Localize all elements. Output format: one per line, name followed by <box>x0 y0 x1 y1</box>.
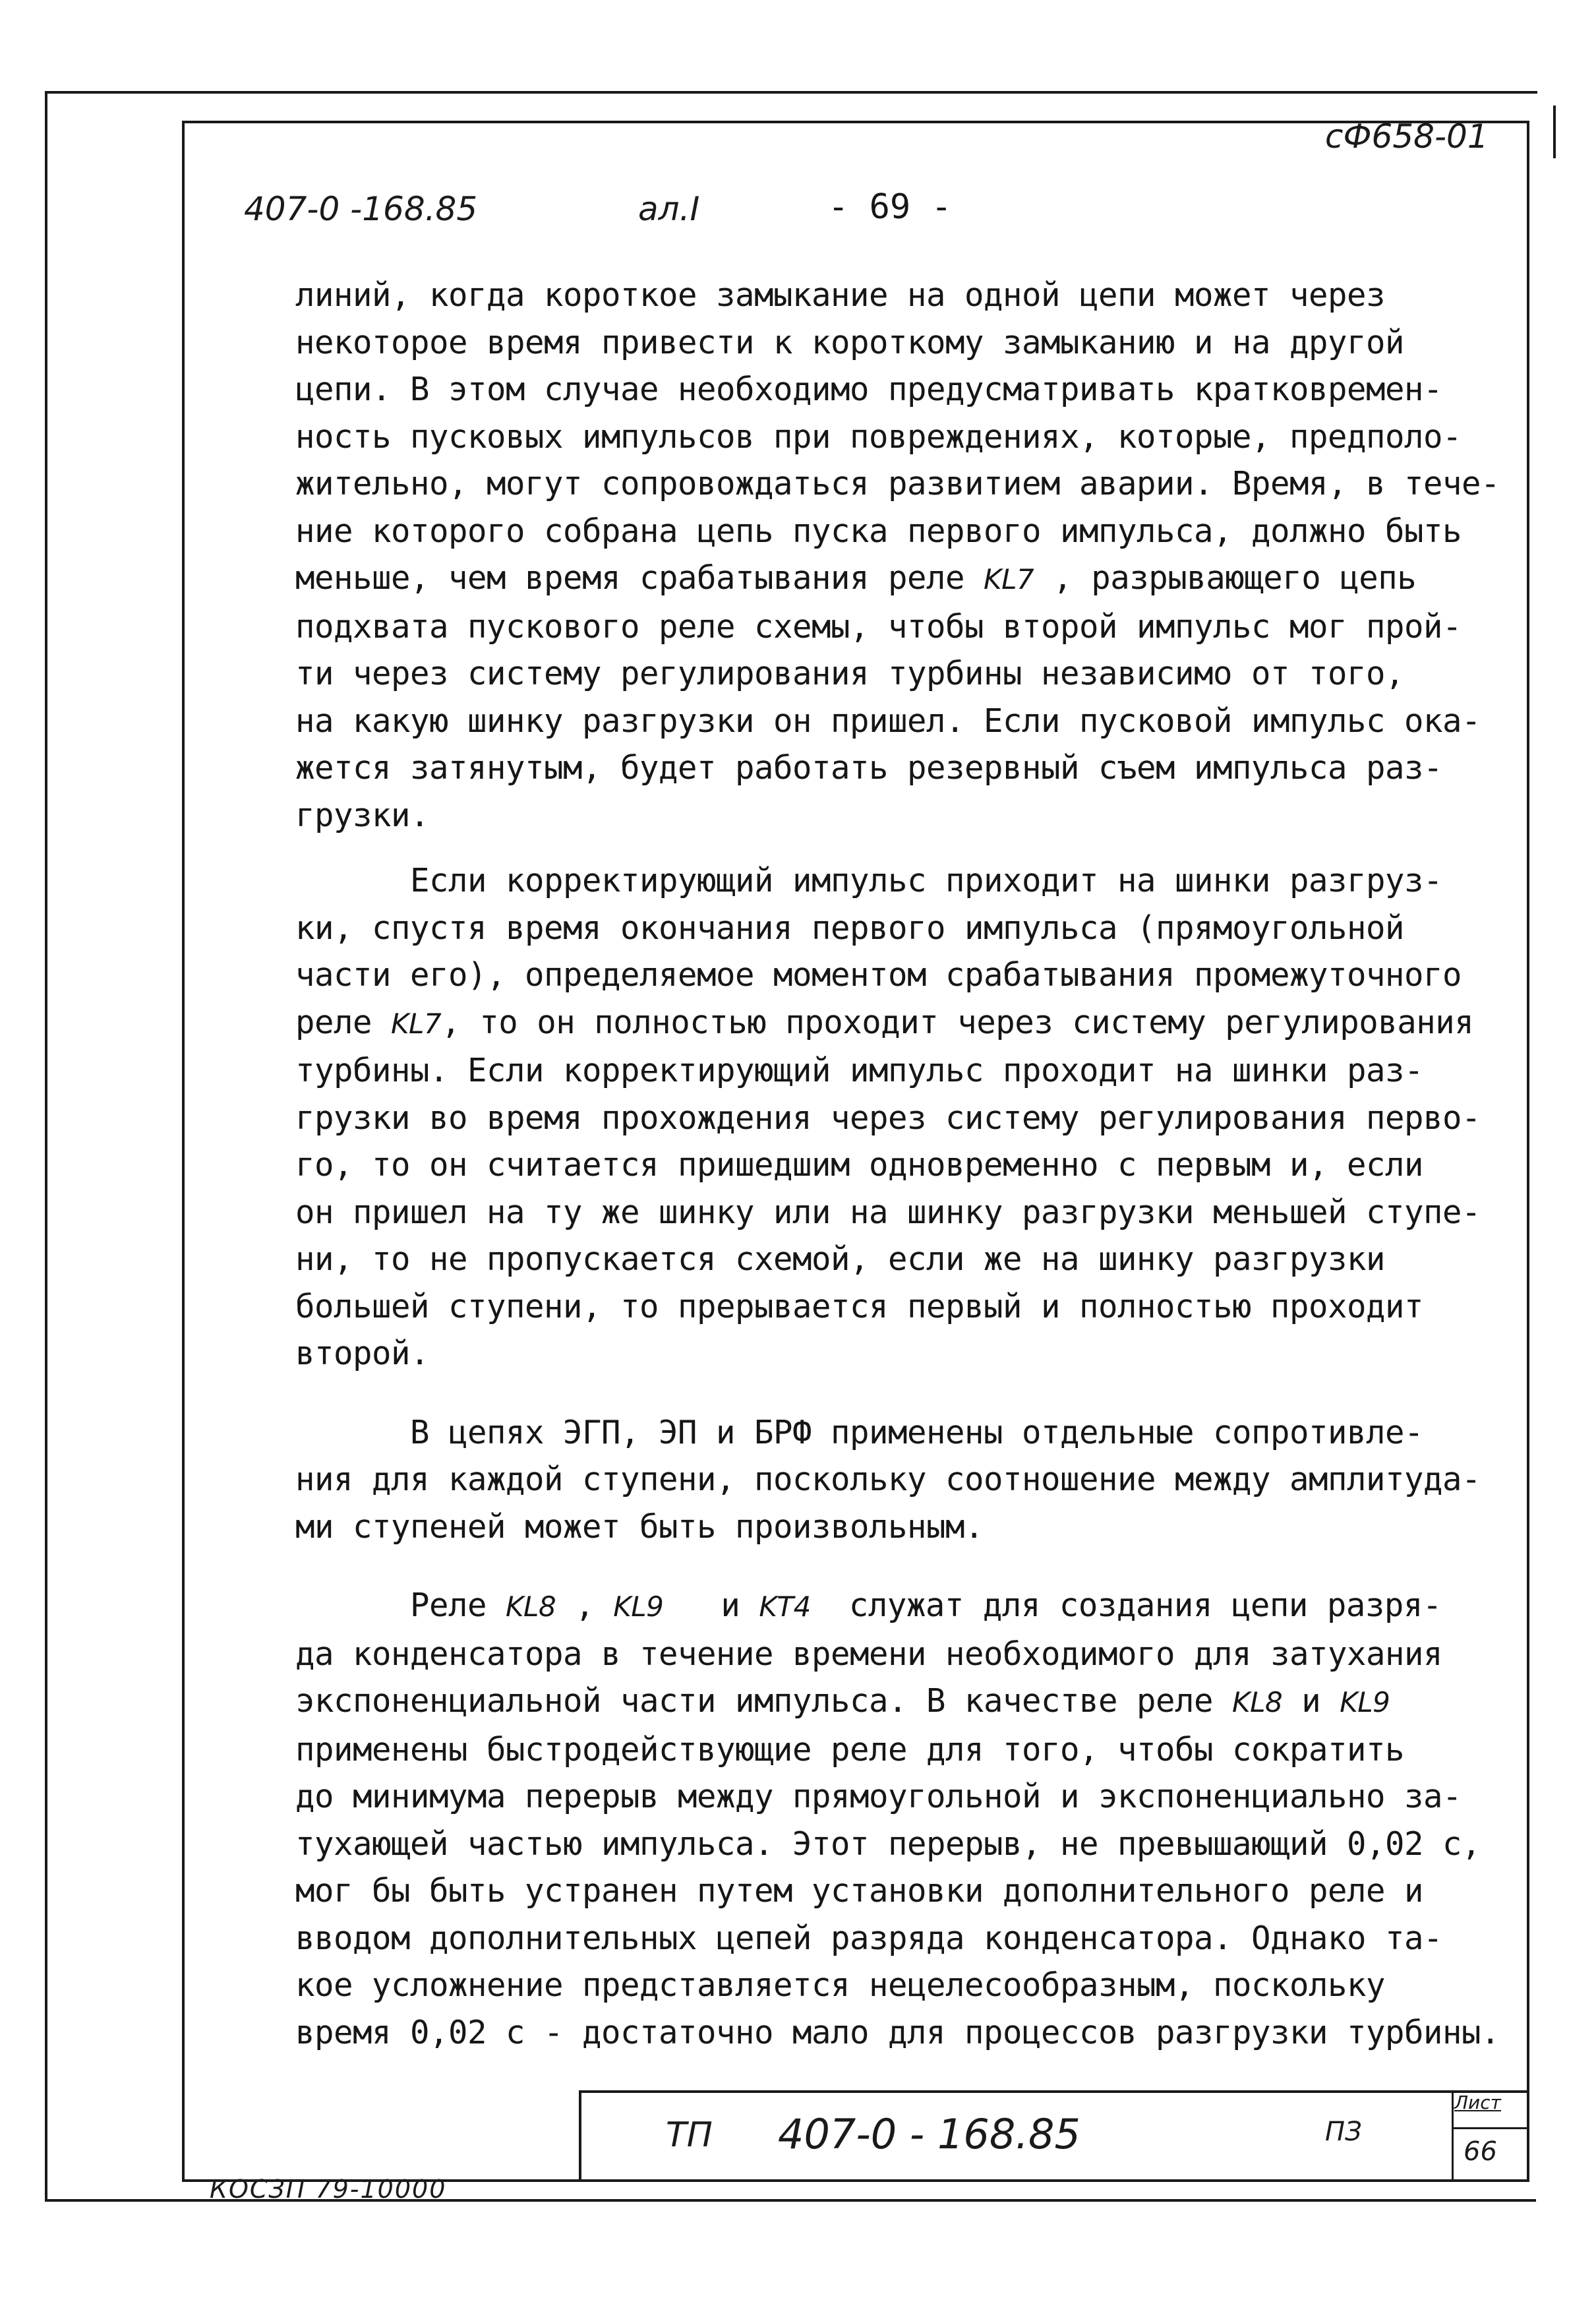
text-segment: и <box>663 1587 759 1624</box>
text-segment: меньше, чем время срабатывания реле <box>295 559 984 597</box>
relay-designation: KT4 <box>759 1590 811 1623</box>
text-line: ни, то не пропускается схемой, если же на шинку разгрузки <box>295 1240 1386 1278</box>
title-block-top <box>580 2090 1529 2093</box>
edge-mark-right <box>1553 106 1556 158</box>
relay-designation: KL8 <box>506 1590 556 1623</box>
body-text <box>295 272 1535 2056</box>
text-line: цепи. В этом случае необходимо предусматривать кратковремен- <box>295 371 1443 408</box>
text-line: жется затянутым, будет работать резервный съем импульса раз- <box>295 749 1443 787</box>
text-line: подхвата пускового реле схемы, чтобы второй импульс мог прой- <box>295 607 1462 646</box>
text-line: грузки. <box>295 796 430 834</box>
text-line: тухающей частью импульса. Этот перерыв, не превышающий 0,02 с, <box>295 1825 1481 1863</box>
text-line <box>295 555 1535 603</box>
text-line: ние которого собрана цепь пуска первого импульса, должно быть <box>295 512 1462 550</box>
text-line: В цепях ЭГП, ЭП и БРФ применены отдельные сопротивле- <box>295 1413 1424 1451</box>
text-line: ки, спустя время окончания первого импульса (прямоугольной <box>295 909 1405 947</box>
text-line: применены быстродействующие реле для того, чтобы сократить <box>295 1730 1405 1769</box>
text-segment: , то он полностью проходит через систему регулирования <box>441 1003 1474 1041</box>
text-line: ния для каждой ступени, поскольку соотношение между амплитуда- <box>295 1461 1481 1498</box>
text-segment: , разрывающего цепь <box>1034 559 1417 597</box>
text-line: вводом дополнительных цепей разряда конденсатора. Однако та- <box>295 1919 1443 1957</box>
text-line: части его), определяемое моментом срабатывания промежуточного <box>295 956 1462 994</box>
title-block-sheet-divider <box>1452 2090 1454 2181</box>
text-segment: реле <box>295 1003 392 1041</box>
text-line: го, то он считается пришедшим одновременно с первым и, если <box>295 1146 1424 1184</box>
text-segment: и <box>1282 1682 1340 1720</box>
relay-designation: KL7 <box>391 1007 442 1040</box>
title-block-sheet-label: Лист <box>1454 2092 1501 2113</box>
text-line <box>295 1582 1535 1631</box>
project-code: 407-0 -168.85 <box>244 190 478 228</box>
relay-designation: KL9 <box>613 1590 664 1623</box>
outer-frame-top <box>46 91 1537 94</box>
paragraph <box>295 857 1535 1377</box>
text-line: ти через систему регулирования турбины независимо от того, <box>295 655 1405 692</box>
text-line: жительно, могут сопровождаться развитием аварии. Время, в тече- <box>295 465 1500 502</box>
text-line: некоторое время привести к короткому замыканию и на другой <box>295 323 1405 361</box>
text-line: до минимума перерыв между прямоугольной и экспоненциально за- <box>295 1778 1462 1815</box>
text-line <box>295 1678 1535 1726</box>
outer-frame-left <box>45 91 47 2201</box>
relay-designation: KL9 <box>1340 1686 1390 1718</box>
text-line: он пришел на ту же шинку или на шинку разгрузки меньшей ступе- <box>295 1193 1481 1231</box>
paragraph <box>295 1582 1535 2056</box>
relay-designation: KL8 <box>1232 1686 1283 1718</box>
album-label: ал.I <box>638 190 700 228</box>
title-block-section: ПЗ <box>1325 2117 1362 2147</box>
title-block-code: 407-0 - 168.85 <box>778 2110 1080 2158</box>
paragraph <box>295 272 1535 839</box>
text-line: на какую шинку разгрузки он пришел. Если пусковой импульс ока- <box>295 702 1481 740</box>
text-line: линий, когда короткое замыкание на одной цепи может через <box>295 276 1386 314</box>
text-line: время 0,02 с - достаточно мало для процессов разгрузки турбины. <box>295 2013 1500 2051</box>
footer-stamp: КОСЗП 79-10000 <box>210 2175 447 2204</box>
text-line: кое усложнение представляется нецелесообразным, поскольку <box>295 1966 1386 2004</box>
text-line: Если корректирующий импульс приходит на шинки разгруз- <box>295 862 1443 899</box>
relay-designation: KL7 <box>984 563 1034 595</box>
text-segment: служат для создания цепи разря- <box>810 1587 1442 1624</box>
text-line: турбины. Если корректирующий импульс проходит на шинки раз- <box>295 1052 1424 1089</box>
text-line: второй. <box>295 1335 430 1372</box>
document-code-corner: сФ658-01 <box>1325 117 1489 156</box>
title-block-prefix: ТП <box>666 2115 713 2155</box>
text-line: да конденсатора в течение времени необходимого для затухания <box>295 1635 1443 1673</box>
text-segment: экспоненциальной части импульса. В качестве реле <box>295 1682 1233 1720</box>
text-line: грузки во время прохождения через систему регулирования перво- <box>295 1099 1481 1137</box>
title-block-left <box>579 2090 581 2181</box>
text-line <box>295 999 1535 1048</box>
text-segment: Реле <box>295 1587 506 1624</box>
title-block-sheet-hline <box>1452 2127 1528 2129</box>
text-segment: , <box>556 1587 614 1624</box>
text-line: ность пусковых импульсов при повреждениях, которые, предполо- <box>295 417 1462 456</box>
title-block-sheet-number: 66 <box>1463 2136 1497 2167</box>
text-line: мог бы быть устранен путем установки дополнительного реле и <box>295 1872 1424 1910</box>
page-number: - 69 - <box>828 187 952 227</box>
inner-frame-left <box>182 121 185 2181</box>
text-line: ми ступеней может быть произвольным. <box>295 1507 984 1546</box>
paragraph <box>295 1409 1535 1551</box>
text-line: большей ступени, то прерывается первый и полностью проходит <box>295 1287 1424 1325</box>
